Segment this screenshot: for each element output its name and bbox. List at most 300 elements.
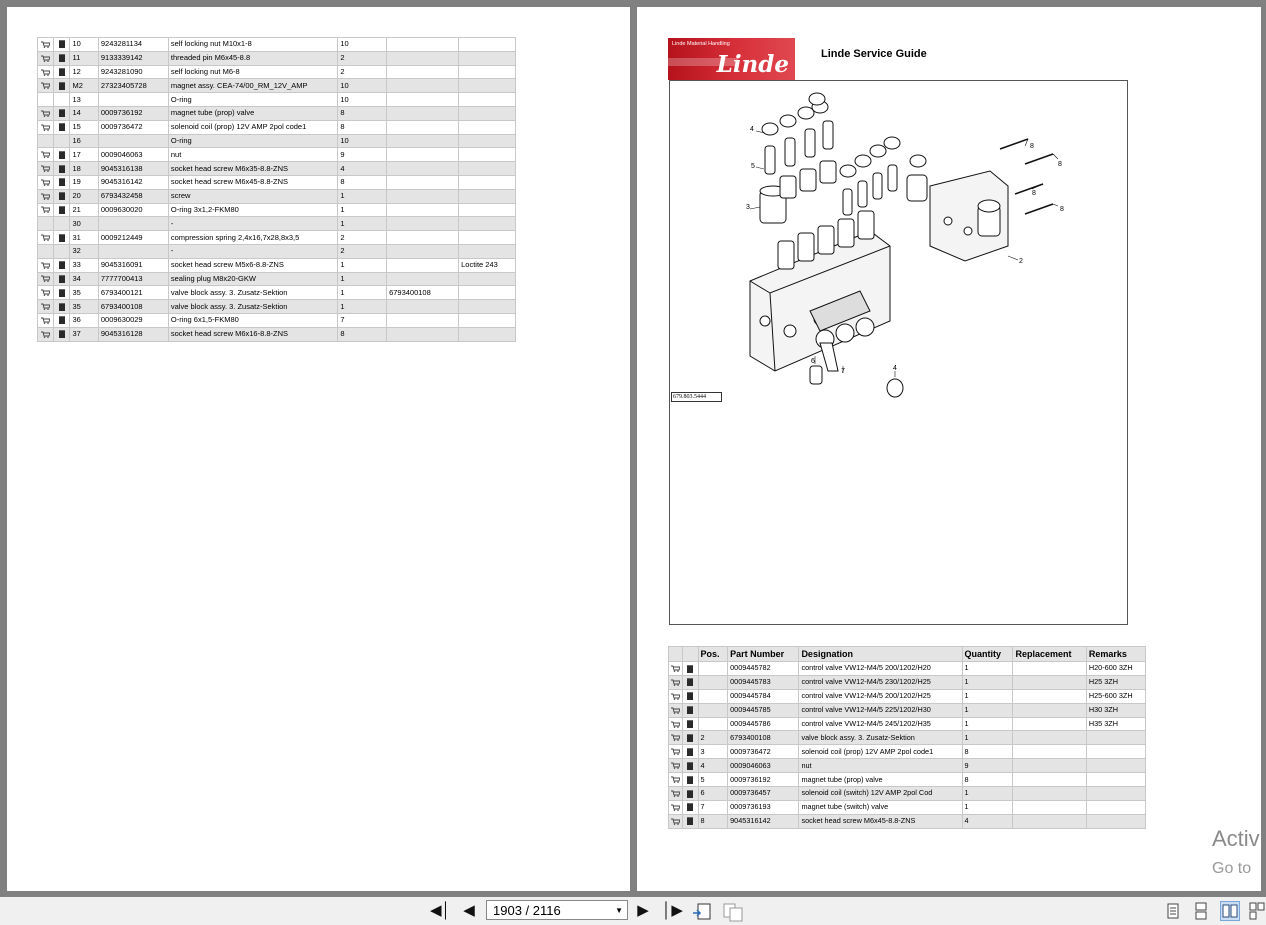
table-row: [669, 703, 1146, 717]
cart-icon[interactable]: [41, 179, 50, 186]
cell-part: 9045316128: [98, 327, 168, 341]
cell-replacement: [387, 231, 459, 245]
manual-book-icon[interactable]: [687, 762, 693, 770]
table-row: [38, 120, 516, 134]
cart-cell[interactable]: [669, 689, 683, 703]
callout-5: 5: [751, 163, 755, 170]
table-row: [38, 217, 516, 231]
cart-icon[interactable]: [671, 693, 680, 700]
cell-qty: 1: [962, 717, 1013, 731]
cell-remarks: H25-600 3ZH: [1086, 689, 1145, 703]
cell-remarks: [459, 65, 516, 79]
manual-book-icon[interactable]: [59, 192, 65, 200]
cell-replacement: [387, 134, 459, 148]
manual-book-icon[interactable]: [59, 275, 65, 283]
page-indicator: 1903 / 2116: [493, 903, 561, 918]
cell-replacement: 6793400108: [387, 286, 459, 300]
cart-cell[interactable]: [38, 203, 54, 217]
two-page-view-button[interactable]: [1220, 901, 1240, 921]
cell-replacement: [387, 148, 459, 162]
cell-pos: 20: [70, 189, 98, 203]
manual-book-icon[interactable]: [59, 178, 65, 186]
logo-wordmark: Linde: [716, 51, 789, 78]
cell-part: 0009445785: [728, 703, 799, 717]
manual-book-icon[interactable]: [59, 206, 65, 214]
book-cell[interactable]: [683, 787, 698, 801]
cart-icon[interactable]: [41, 331, 50, 338]
cell-part: 0009445784: [728, 689, 799, 703]
page-title: Linde Service Guide: [821, 48, 927, 60]
book-cell: [54, 217, 70, 231]
cell-pos: 4: [698, 759, 728, 773]
book-cell[interactable]: [54, 120, 70, 134]
cart-cell[interactable]: [38, 65, 54, 79]
cart-cell[interactable]: [38, 272, 54, 286]
book-cell[interactable]: [683, 703, 698, 717]
cart-icon[interactable]: [671, 776, 680, 783]
table-row: [669, 662, 1146, 676]
book-cell[interactable]: [54, 286, 70, 300]
two-page-continuous-view-icon[interactable]: [1248, 901, 1266, 921]
cell-pos: 2: [698, 731, 728, 745]
cell-remarks: [1086, 814, 1145, 828]
cell-part: 0009736472: [98, 120, 168, 134]
cart-cell[interactable]: [669, 717, 683, 731]
cart-cell[interactable]: [38, 231, 54, 245]
cell-remarks: [1086, 759, 1145, 773]
manual-book-icon[interactable]: [687, 790, 693, 798]
cart-cell[interactable]: [669, 814, 683, 828]
cell-designation: valve block assy. 3. Zusatz-Sektion: [168, 286, 337, 300]
book-cell[interactable]: [683, 717, 698, 731]
table-row: [38, 286, 516, 300]
cell-remarks: H25 3ZH: [1086, 675, 1145, 689]
manual-book-icon[interactable]: [59, 303, 65, 311]
cell-remarks: [1086, 787, 1145, 801]
book-cell[interactable]: [54, 258, 70, 272]
cart-icon[interactable]: [41, 317, 50, 324]
cell-part: 6793400108: [98, 300, 168, 314]
cell-pos: 33: [70, 258, 98, 272]
cell-designation: threaded pin M6x45-8.8: [168, 51, 337, 65]
book-cell[interactable]: [683, 662, 698, 676]
table-row: [669, 814, 1146, 828]
cart-cell[interactable]: [38, 162, 54, 176]
cart-icon[interactable]: [41, 289, 50, 296]
book-cell[interactable]: [54, 300, 70, 314]
book-cell[interactable]: [54, 313, 70, 327]
cart-cell[interactable]: [669, 759, 683, 773]
book-cell[interactable]: [54, 51, 70, 65]
continuous-view-icon[interactable]: [1191, 901, 1211, 921]
cart-icon[interactable]: [671, 721, 680, 728]
first-page-icon[interactable]: ◀│: [430, 902, 451, 919]
cell-pos: 5: [698, 773, 728, 787]
cart-icon[interactable]: [41, 110, 50, 117]
table-row: [38, 38, 516, 52]
manual-book-icon[interactable]: [687, 678, 693, 686]
cell-replacement: [387, 327, 459, 341]
cell-qty: 2: [338, 244, 387, 258]
cell-remarks: [459, 203, 516, 217]
cart-cell[interactable]: [669, 773, 683, 787]
cart-icon[interactable]: [41, 193, 50, 200]
manual-book-icon[interactable]: [687, 692, 693, 700]
book-cell[interactable]: [683, 773, 698, 787]
book-cell[interactable]: [54, 231, 70, 245]
cell-replacement: [387, 162, 459, 176]
cart-icon[interactable]: [41, 234, 50, 241]
cell-replacement: [1013, 731, 1086, 745]
cart-icon[interactable]: [671, 679, 680, 686]
cell-qty: 1: [338, 258, 387, 272]
cell-qty: 10: [338, 38, 387, 52]
cell-qty: 8: [962, 773, 1013, 787]
cell-part: 0009445782: [728, 662, 799, 676]
cart-cell[interactable]: [38, 327, 54, 341]
manual-book-icon[interactable]: [59, 68, 65, 76]
cell-replacement: [387, 244, 459, 258]
cart-icon[interactable]: [671, 734, 680, 741]
cell-qty: 8: [338, 175, 387, 189]
cart-icon[interactable]: [41, 206, 50, 213]
cell-replacement: [1013, 662, 1086, 676]
book-cell[interactable]: [683, 814, 698, 828]
cell-remarks: H20-600 3ZH: [1086, 662, 1145, 676]
cart-cell: [38, 93, 54, 107]
book-cell[interactable]: [683, 731, 698, 745]
cell-qty: 2: [338, 51, 387, 65]
cell-part: 0009445783: [728, 675, 799, 689]
cell-part: 9045316138: [98, 162, 168, 176]
cell-pos: 11: [70, 51, 98, 65]
right-parts-table: [668, 646, 1146, 829]
cell-designation: solenoid coil (prop) 12V AMP 2pol code1: [799, 745, 962, 759]
callout-8b: 8: [1058, 161, 1062, 168]
cell-replacement: [387, 272, 459, 286]
cart-icon[interactable]: [41, 41, 50, 48]
cart-cell[interactable]: [38, 51, 54, 65]
table-row: [669, 731, 1146, 745]
cell-part: 9045316142: [98, 175, 168, 189]
table-row: [38, 65, 516, 79]
cell-part: 0009736457: [728, 787, 799, 801]
cell-designation: compression spring 2,4x16,7x28,8x3,5: [168, 231, 337, 245]
cell-qty: 1: [962, 800, 1013, 814]
cell-qty: 7: [338, 313, 387, 327]
manual-book-icon[interactable]: [59, 151, 65, 159]
cell-part: 7777700413: [98, 272, 168, 286]
cell-designation: O-ring: [168, 134, 337, 148]
cart-cell[interactable]: [38, 258, 54, 272]
cart-icon[interactable]: [41, 69, 50, 76]
table-row: [38, 106, 516, 120]
cell-qty: 1: [962, 662, 1013, 676]
book-cell[interactable]: [54, 148, 70, 162]
cell-designation: valve block assy. 3. Zusatz-Sektion: [799, 731, 962, 745]
cell-qty: 8: [338, 106, 387, 120]
cart-icon[interactable]: [671, 665, 680, 672]
cart-icon[interactable]: [671, 818, 680, 825]
manual-book-icon[interactable]: [59, 109, 65, 117]
logo-tagline: Linde Material Handling: [672, 41, 730, 47]
cell-replacement: [387, 300, 459, 314]
cart-cell[interactable]: [669, 662, 683, 676]
cart-icon[interactable]: [41, 151, 50, 158]
last-page-icon[interactable]: │▶: [662, 902, 683, 919]
manual-book-icon[interactable]: [687, 748, 693, 756]
cart-icon[interactable]: [41, 275, 50, 282]
valve-assembly-diagram: [670, 81, 1127, 624]
callout-8: 8: [1030, 143, 1034, 150]
figure-number: 679.803.5444: [671, 392, 722, 402]
book-cell[interactable]: [54, 175, 70, 189]
cell-part: 9045316091: [98, 258, 168, 272]
manual-book-icon[interactable]: [59, 165, 65, 173]
manual-book-icon[interactable]: [59, 40, 65, 48]
table-row: [38, 162, 516, 176]
cell-replacement: [387, 175, 459, 189]
header-remarks: Remarks: [1086, 647, 1145, 662]
book-cell[interactable]: [683, 745, 698, 759]
cell-qty: 4: [962, 814, 1013, 828]
page-number-input[interactable]: [486, 900, 628, 920]
cell-designation: socket head screw M6x35-8.8-ZNS: [168, 162, 337, 176]
cart-icon[interactable]: [41, 82, 50, 89]
cell-replacement: [387, 38, 459, 52]
table-row: [38, 203, 516, 217]
fit-width-icon[interactable]: [722, 902, 744, 922]
cart-icon[interactable]: [41, 124, 50, 131]
cell-designation: screw: [168, 189, 337, 203]
cart-cell[interactable]: [669, 787, 683, 801]
table-row: [669, 717, 1146, 731]
cell-designation: self locking nut M10x1-8: [168, 38, 337, 52]
table-row: [38, 327, 516, 341]
cell-remarks: [1086, 745, 1145, 759]
cell-qty: 9: [338, 148, 387, 162]
cart-cell[interactable]: [669, 731, 683, 745]
cell-part: 9045316142: [728, 814, 799, 828]
cell-remarks: [459, 175, 516, 189]
cart-cell[interactable]: [669, 800, 683, 814]
cell-pos: 7: [698, 800, 728, 814]
callout-8c: 8: [1032, 190, 1036, 197]
cart-icon[interactable]: [671, 804, 680, 811]
cell-qty: 1: [962, 731, 1013, 745]
cell-designation: control valve VW12-M4/5 225/1202/H30: [799, 703, 962, 717]
cell-replacement: [387, 258, 459, 272]
cell-replacement: [1013, 703, 1086, 717]
cell-designation: socket head screw M6x45-8.8-ZNS: [168, 175, 337, 189]
cell-replacement: [1013, 800, 1086, 814]
table-row: [669, 773, 1146, 787]
manual-book-icon[interactable]: [687, 720, 693, 728]
activate-windows-watermark: Activ: [1212, 826, 1260, 851]
cell-qty: 1: [962, 689, 1013, 703]
cell-remarks: H35 3ZH: [1086, 717, 1145, 731]
manual-book-icon[interactable]: [687, 665, 693, 673]
manual-book-icon[interactable]: [59, 330, 65, 338]
cart-cell[interactable]: [38, 120, 54, 134]
cart-icon[interactable]: [41, 55, 50, 62]
cell-pos: 34: [70, 272, 98, 286]
manual-book-icon[interactable]: [687, 776, 693, 784]
cell-designation: socket head screw M6x16-8.8-ZNS: [168, 327, 337, 341]
cell-qty: 1: [338, 189, 387, 203]
cell-pos: [698, 675, 728, 689]
cell-qty: 8: [338, 120, 387, 134]
cell-part: 0009736193: [728, 800, 799, 814]
manual-book-icon[interactable]: [59, 82, 65, 90]
book-cell[interactable]: [54, 106, 70, 120]
cart-cell[interactable]: [38, 148, 54, 162]
cell-qty: 1: [962, 703, 1013, 717]
table-row: [38, 231, 516, 245]
cell-pos: [698, 717, 728, 731]
cell-pos: 35: [70, 286, 98, 300]
book-cell[interactable]: [54, 203, 70, 217]
prev-page-icon[interactable]: ◀: [463, 902, 475, 919]
cart-cell[interactable]: [669, 675, 683, 689]
cell-part: [98, 134, 168, 148]
chevron-down-icon[interactable]: ▼: [615, 906, 623, 915]
next-page-icon[interactable]: ▶: [637, 902, 649, 919]
table-row: [38, 134, 516, 148]
manual-book-icon[interactable]: [59, 261, 65, 269]
callout-7: 7: [841, 368, 845, 375]
book-cell[interactable]: [683, 800, 698, 814]
left-parts-table: [37, 37, 516, 342]
cart-cell[interactable]: [38, 106, 54, 120]
manual-book-icon[interactable]: [59, 123, 65, 131]
cell-pos: 37: [70, 327, 98, 341]
fit-page-icon[interactable]: [692, 902, 712, 922]
book-cell: [54, 134, 70, 148]
table-row: [38, 51, 516, 65]
book-cell[interactable]: [54, 327, 70, 341]
cart-cell[interactable]: [38, 189, 54, 203]
book-cell[interactable]: [54, 189, 70, 203]
cart-cell[interactable]: [38, 286, 54, 300]
cell-designation: socket head screw M6x45-8.8-ZNS: [799, 814, 962, 828]
cell-pos: 10: [70, 38, 98, 52]
cell-pos: 15: [70, 120, 98, 134]
cart-icon[interactable]: [41, 303, 50, 310]
cell-replacement: [387, 203, 459, 217]
cart-cell[interactable]: [38, 38, 54, 52]
book-cell[interactable]: [683, 759, 698, 773]
cart-icon[interactable]: [671, 762, 680, 769]
cart-cell[interactable]: [38, 300, 54, 314]
cell-replacement: [1013, 689, 1086, 703]
cell-pos: 12: [70, 65, 98, 79]
cell-pos: 8: [698, 814, 728, 828]
book-cell[interactable]: [54, 38, 70, 52]
table-row: [38, 79, 516, 93]
book-cell[interactable]: [54, 65, 70, 79]
cart-cell[interactable]: [38, 313, 54, 327]
header-designation: Designation: [799, 647, 962, 662]
single-page-view-icon[interactable]: [1163, 901, 1183, 921]
table-row: [669, 689, 1146, 703]
cell-pos: 16: [70, 134, 98, 148]
cell-qty: 10: [338, 134, 387, 148]
cell-pos: 32: [70, 244, 98, 258]
book-cell[interactable]: [54, 162, 70, 176]
cell-remarks: [459, 272, 516, 286]
cell-part: 9243281134: [98, 38, 168, 52]
callout-2: 2: [1019, 258, 1023, 265]
cell-pos: 30: [70, 217, 98, 231]
cell-designation: O-ring: [168, 93, 337, 107]
cart-icon[interactable]: [41, 262, 50, 269]
cart-icon[interactable]: [671, 790, 680, 797]
book-cell[interactable]: [683, 689, 698, 703]
manual-book-icon[interactable]: [59, 54, 65, 62]
manual-book-icon[interactable]: [687, 734, 693, 742]
activate-windows-hint: Go to: [1212, 860, 1252, 877]
cell-part: 0009212449: [98, 231, 168, 245]
cell-part: 6793400121: [98, 286, 168, 300]
cell-pos: 35: [70, 300, 98, 314]
manual-book-icon[interactable]: [687, 803, 693, 811]
cell-qty: 8: [962, 745, 1013, 759]
cell-designation: socket head screw M5x6-8.8-ZNS: [168, 258, 337, 272]
cell-qty: 1: [962, 675, 1013, 689]
manual-book-icon[interactable]: [687, 706, 693, 714]
cart-cell[interactable]: [669, 703, 683, 717]
cell-designation: control valve VW12-M4/5 200/1202/H25: [799, 689, 962, 703]
book-cell[interactable]: [683, 675, 698, 689]
cell-designation: O-ring 6x1,5-FKM80: [168, 313, 337, 327]
cart-cell[interactable]: [38, 175, 54, 189]
cell-replacement: [387, 65, 459, 79]
cell-part: [98, 93, 168, 107]
manual-book-icon[interactable]: [687, 817, 693, 825]
callout-4: 4: [750, 126, 754, 133]
book-cell[interactable]: [54, 79, 70, 93]
cart-icon[interactable]: [671, 707, 680, 714]
cell-replacement: [1013, 675, 1086, 689]
manual-book-icon[interactable]: [59, 289, 65, 297]
cart-icon[interactable]: [671, 748, 680, 755]
cart-cell[interactable]: [38, 79, 54, 93]
book-cell[interactable]: [54, 272, 70, 286]
cart-icon[interactable]: [41, 165, 50, 172]
cart-cell: [38, 244, 54, 258]
cell-part: 0009046063: [98, 148, 168, 162]
cell-remarks: [459, 313, 516, 327]
cell-remarks: [459, 93, 516, 107]
cell-remarks: [459, 79, 516, 93]
book-cell: [54, 244, 70, 258]
table-row: [38, 258, 516, 272]
cell-designation: magnet tube (prop) valve: [168, 106, 337, 120]
cart-cell[interactable]: [669, 745, 683, 759]
cell-pos: 31: [70, 231, 98, 245]
cell-part: 6793400108: [728, 731, 799, 745]
cell-replacement: [1013, 814, 1086, 828]
cell-replacement: [1013, 717, 1086, 731]
two-page-view-icon: [1221, 902, 1239, 920]
manual-book-icon[interactable]: [59, 234, 65, 242]
cell-remarks: Loctite 243: [459, 258, 516, 272]
callout-3: 3: [746, 204, 750, 211]
table-row: [38, 175, 516, 189]
cell-pos: 36: [70, 313, 98, 327]
manual-book-icon[interactable]: [59, 316, 65, 324]
